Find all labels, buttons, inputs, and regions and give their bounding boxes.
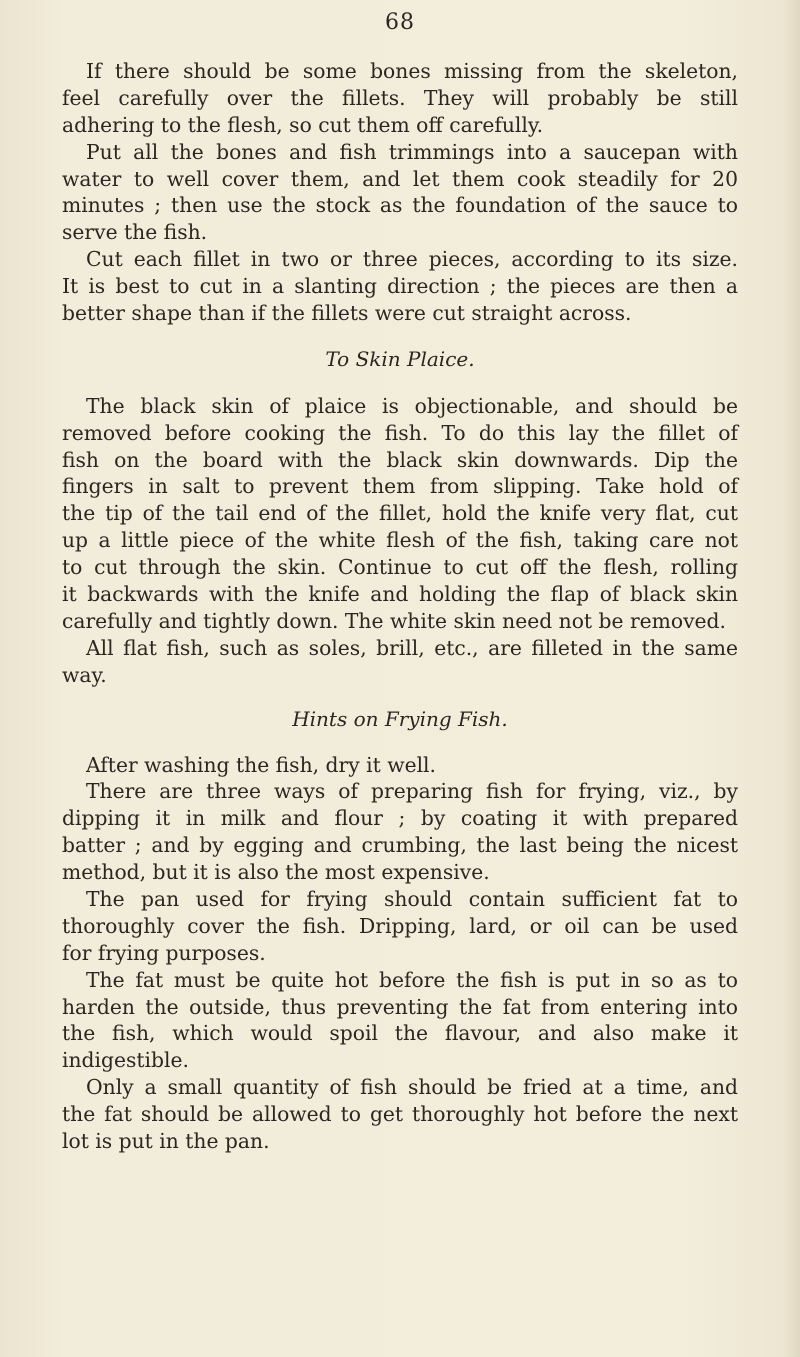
text-line: to cut through the skin. Continue to cut off the flesh, rolling bbox=[62, 555, 738, 580]
text-line: The pan used for frying should contain sufficient fat to bbox=[86, 886, 738, 911]
text-line: fingers in salt to prevent them from slipping. Take hold of bbox=[62, 474, 738, 499]
page-edge-shadow bbox=[782, 0, 800, 1357]
page-number: 68 bbox=[385, 10, 415, 35]
text-line: serve the fish. bbox=[62, 220, 208, 245]
skin-plaice-section bbox=[62, 393, 738, 689]
text-line: batter ; and by egging and crumbing, the last being the nicest bbox=[62, 833, 738, 858]
text-line: All flat fish, such as soles, brill, etc., are filleted in the same bbox=[86, 635, 738, 660]
text-line: It is best to cut in a slanting direction ; the pieces are then a bbox=[62, 274, 738, 299]
text-line: dipping it in milk and flour ; by coating it with prepared bbox=[62, 806, 738, 831]
text-line: way. bbox=[62, 662, 107, 687]
paragraph bbox=[62, 139, 738, 247]
frying-fish-section bbox=[62, 752, 738, 1155]
paragraph bbox=[62, 246, 738, 327]
page-body bbox=[62, 58, 738, 1155]
section-heading-frying-fish: Hints on Frying Fish. bbox=[292, 706, 508, 731]
text-line: carefully and tightly down. The white skin need not be removed. bbox=[62, 608, 726, 633]
text-line: harden the outside, thus preventing the fat from entering into bbox=[62, 994, 738, 1019]
text-line: Put all the bones and fish trimmings into a saucepan with bbox=[86, 139, 738, 164]
paragraph bbox=[62, 58, 738, 139]
intro-section bbox=[62, 58, 738, 327]
text-line: minutes ; then use the stock as the foundation of the sauce to bbox=[62, 193, 738, 218]
paragraph bbox=[62, 752, 738, 779]
text-line: The fat must be quite hot before the fish is put in so as to bbox=[86, 967, 738, 992]
text-line: If there should be some bones missing from the skeleton, bbox=[86, 59, 738, 83]
paragraph bbox=[62, 778, 738, 886]
text-line: removed before cooking the fish. To do this lay the fillet of bbox=[62, 420, 738, 445]
text-line: feel carefully over the fillets. They will probably be still bbox=[62, 85, 738, 110]
text-line: water to well cover them, and let them cook steadily for 20 bbox=[62, 166, 738, 191]
text-line: adhering to the flesh, so cut them off carefully. bbox=[62, 112, 544, 137]
text-line: The black skin of plaice is objectionable, and should be bbox=[86, 393, 738, 418]
paragraph bbox=[62, 886, 738, 967]
text-line: lot is put in the pan. bbox=[62, 1128, 270, 1153]
text-line: method, but it is also the most expensive. bbox=[62, 860, 490, 885]
text-line: it backwards with the knife and holding the flap of black skin bbox=[62, 582, 738, 607]
text-line: Cut each fillet in two or three pieces, according to its size. bbox=[86, 247, 738, 272]
text-line: Only a small quantity of fish should be fried at a time, and bbox=[86, 1075, 738, 1100]
text-line: indigestible. bbox=[62, 1048, 189, 1073]
text-line: fish on the board with the black skin downwards. Dip the bbox=[62, 447, 738, 472]
text-line: for frying purposes. bbox=[62, 940, 266, 965]
text-line: up a little piece of the white flesh of the fish, taking care not bbox=[62, 528, 738, 553]
section-heading-skin-plaice: To Skin Plaice. bbox=[325, 346, 475, 371]
text-line: better shape than if the fillets were cut straight across. bbox=[62, 301, 632, 326]
text-line: the fat should be allowed to get thoroughly hot before the next bbox=[62, 1102, 738, 1127]
text-line: the fish, which would spoil the flavour, and also make it bbox=[62, 1021, 738, 1046]
text-line: thoroughly cover the fish. Dripping, lard, or oil can be used bbox=[62, 913, 738, 938]
text-line: the tip of the tail end of the fillet, hold the knife very flat, cut bbox=[62, 501, 738, 526]
text-line: There are three ways of preparing fish for frying, viz., by bbox=[86, 779, 738, 804]
paragraph bbox=[62, 393, 738, 635]
paragraph bbox=[62, 967, 738, 1075]
paragraph bbox=[62, 1074, 738, 1155]
text-line: After washing the fish, dry it well. bbox=[86, 752, 436, 777]
paragraph bbox=[62, 635, 738, 689]
